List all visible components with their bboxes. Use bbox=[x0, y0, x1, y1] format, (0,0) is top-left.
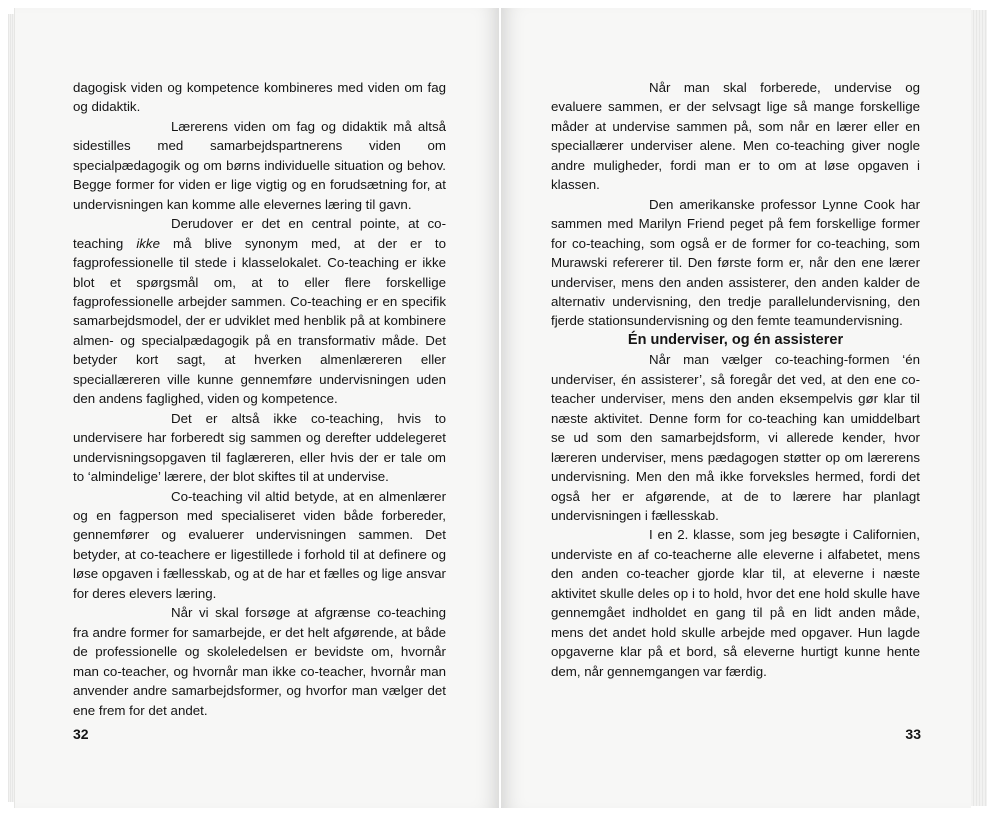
page-edges-right bbox=[971, 10, 987, 806]
paragraph: I en 2. klasse, som jeg besøgte i Californien, underviste en af co-teacherne alle eleverne i alfabetet, mens den anden co-teacher gjorde klar til, at eleverne i næste aktivitet skulle deles op i to hold, hvor det ene hold skulle have gennemgået indholdet en gang til på en lidt anden måde, mens det andet hold skulle arbejde med opgaver. Hun lagde opgaverne klar på et bord, så eleverne hurtigt kunne hente dem, når gennemgangen var færdig. bbox=[551, 527, 920, 679]
paragraph: Når man skal forberede, undervise og evaluere sammen, er der selvsagt lige så mange forskellige måder at undervise sammen på, som når en lærer eller en speciallærer underviser alene. Men co-teaching giver nogle andre muligheder, fordi man er to om at løse opgaven i klassen. bbox=[551, 80, 920, 193]
paragraph: dagogisk viden og kompetence kombineres med viden om fag og didaktik. bbox=[73, 80, 446, 115]
paragraph: Det er altså ikke co-teaching, hvis to undervisere har forberedt sig sammen og derefter uddelegeret undervisningsopgaven til faglæreren, eller hvis der er tale om to ‘almindelige’ lærere, der blot skiftes til at undervise. bbox=[73, 410, 446, 485]
paragraph-text: Derudover er det en central pointe, at co-teaching bbox=[73, 216, 446, 251]
paragraph-text: må blive synonym med, at der er to fagprofessionelle til stede i klasselokalet. Co-teaching er ikke blot et spørgsmål om, at to eller flere forskellige fagprofessionelle arbejder sammen. Co-teaching er en specifik samarbejdsmodel, der er udviklet med henblik på at kombinere almen- og specialpædagogik på en transformativ måde. Det betyder kort sagt, at hverken almenlæreren eller speciallæreren ville kunne gennemføre undervisningen uden den andens faglighed, viden og kompetence. bbox=[73, 235, 446, 407]
page-number: 33 bbox=[905, 726, 921, 742]
right-page-body bbox=[551, 78, 920, 681]
section-heading: Én underviser, og én assisterer bbox=[627, 331, 844, 348]
paragraph: Co-teaching vil altid betyde, at en almenlærer og en fagperson med specialiseret viden både forbereder, gennemfører og evaluerer undervisningen sammen. Det betyder, at co-teachere er ligestillede i forhold til at definere og løse opgaven i fællesskab, og at de har et fælles og lige ansvar for deres elevers læring. bbox=[73, 488, 446, 601]
left-page-body bbox=[73, 78, 446, 720]
paragraph: Lærerens viden om fag og didaktik må altså sidestilles med samarbejdspartnerens viden om specialpædagogik og om børns individuelle situation og behov. Begge former for viden er lige vigtig og en forudsætning for, at undervisningen kan komme alle elevernes læring til gavn. bbox=[73, 118, 446, 212]
paragraph bbox=[73, 214, 446, 409]
page-number: 32 bbox=[73, 726, 89, 742]
paragraph: Den amerikanske professor Lynne Cook har sammen med Marilyn Friend peget på fem forskellige former for co-teaching, som også er de former for co-teaching, som Murawski refererer til. Den første form er, når den ene lærer underviser, mens den anden assisterer, den anden kalder de alternativ undervisning, den tredje parallelundervisning, den fjerde stationsundervisning og den femte teamundervisning. bbox=[551, 196, 920, 329]
emphasis-text: ikke bbox=[136, 235, 160, 251]
paragraph: Når man vælger co-teaching-formen ‘én underviser, én assisterer’, så foregår det ved, at den ene co-teacher underviser, mens den anden eksempelvis gør klar til næste aktivitet. Denne form for co-teaching kan umiddelbart se ud som den samarbejdsform, vi allerede kender, hvor læreren underviser, mens pædagogen støtter op om lærerens undervisning. Men den må ikke forveksles hermed, fordi det også her er afgørende, at de to lærere har planlagt undervisningen i fællesskab. bbox=[551, 352, 920, 523]
left-page bbox=[14, 8, 499, 808]
paragraph: Når vi skal forsøge at afgrænse co-teaching fra andre former for samarbejde, er det helt afgørende, at både de professionelle og skoleledelsen er bevidste om, hvornår man co-teacher, og hvornår man ikke co-teacher, hvornår man anvender andre samarbejdsformer, og hvorfor man vælger det ene frem for det andet. bbox=[73, 605, 446, 718]
right-page bbox=[501, 8, 971, 808]
